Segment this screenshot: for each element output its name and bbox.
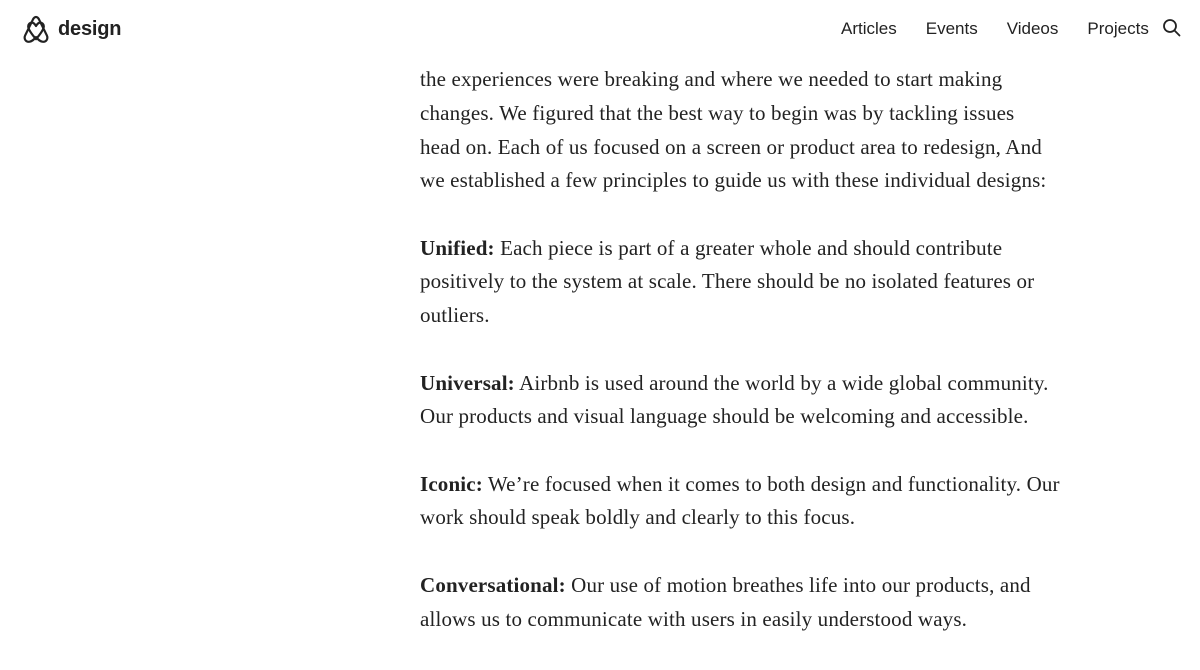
- main-nav: [841, 18, 1178, 40]
- brand-home-link[interactable]: [22, 14, 121, 44]
- principle-iconic: [420, 468, 1060, 536]
- article-body: [420, 63, 1060, 670]
- principle-term: Conversational:: [420, 572, 566, 597]
- airbnb-logo-icon: [22, 14, 50, 44]
- principle-term: Universal:: [420, 370, 515, 395]
- brand-text: design: [58, 17, 122, 40]
- nav-articles[interactable]: Articles: [841, 19, 897, 38]
- principle-universal: [420, 367, 1060, 435]
- article-intro-paragraph: the experiences were breaking and where we needed to start making changes. We figured that the best way to begin was by tackling issues head on. Each of us focused on a screen or product area to redesign, And we established a few principles to guide us with these individual designs:: [420, 67, 1047, 193]
- nav-videos[interactable]: Videos: [1006, 19, 1059, 38]
- principle-term: Unified:: [420, 235, 495, 260]
- principle-text: We’re focused when it comes to both design and functionality. Our work should speak boldly and clearly to this focus.: [420, 471, 1060, 530]
- principle-unified: [420, 232, 1060, 333]
- search-button[interactable]: [1162, 18, 1182, 38]
- principle-text: Airbnb is used around the world by a wide global community. Our products and visual language should be welcoming and accessible.: [420, 370, 1049, 429]
- principle-text: Each piece is part of a greater whole and should contribute positively to the system at scale. There should be no isolated features or outliers.: [420, 235, 1035, 328]
- principle-term: Iconic:: [420, 471, 483, 496]
- site-header: [0, 0, 1200, 60]
- nav-projects[interactable]: Projects: [1087, 19, 1149, 38]
- principle-conversational: [420, 569, 1060, 637]
- principle-text: Our use of motion breathes life into our products, and allows us to communicate with users in easily understood ways.: [420, 572, 1031, 631]
- nav-events[interactable]: Events: [925, 19, 978, 38]
- search-icon: [1162, 25, 1182, 42]
